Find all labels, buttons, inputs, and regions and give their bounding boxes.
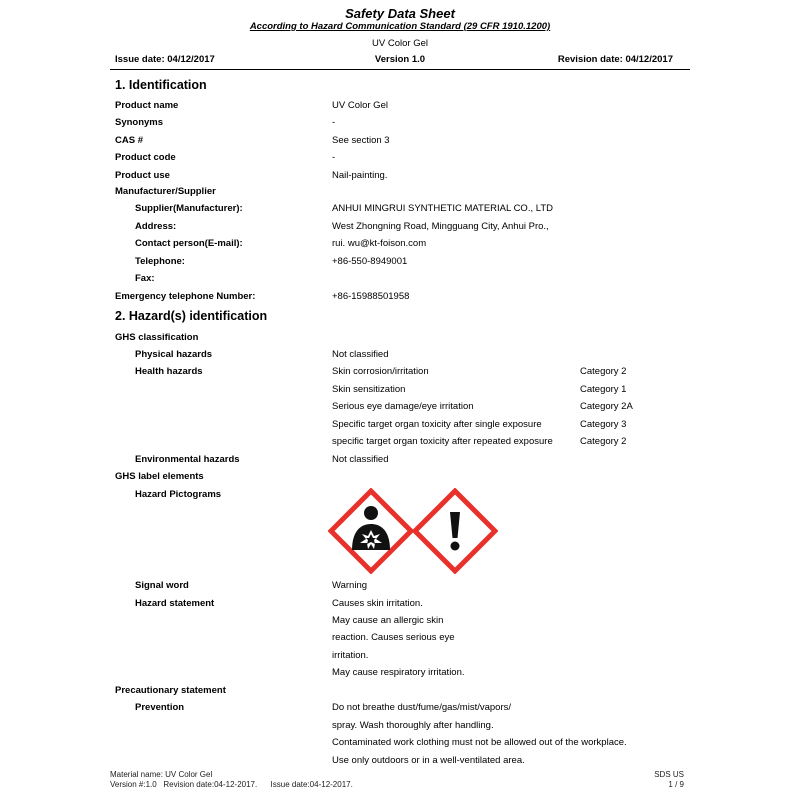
prevention-line: Do not breathe dust/fume/gas/mist/vapors/ (332, 702, 512, 713)
ghs-label-elements-label: GHS label elements (115, 471, 204, 482)
health-hazard-category: Category 2A (580, 401, 633, 412)
hazard-statement-line: irritation. (332, 650, 369, 661)
physical-hazards-label: Physical hazards (135, 349, 213, 360)
exclamation-mark-pictogram-icon (415, 491, 495, 571)
footer-material-name: Material name: UV Color Gel (110, 770, 213, 779)
issue-date: Issue date: 04/12/2017 (115, 54, 215, 65)
product-code-label: Product code (115, 152, 176, 163)
contact-value: rui. wu@kt-foison.com (332, 238, 427, 249)
synonyms-value: - (332, 117, 336, 128)
telephone-value: +86-550-8949001 (332, 256, 408, 267)
section-1-title: 1. Identification (115, 78, 207, 92)
supplier-value: ANHUI MINGRUI SYNTHETIC MATERIAL CO., LTD (332, 203, 553, 214)
hazard-statement-line: reaction. Causes serious eye (332, 632, 455, 643)
telephone-label: Telephone: (135, 256, 185, 267)
revision-date: Revision date: 04/12/2017 (557, 54, 673, 65)
ghs-classification-label: GHS classification (115, 332, 199, 343)
supplier-label: Supplier(Manufacturer): (135, 203, 243, 214)
product-use-value: Nail-painting. (332, 170, 388, 181)
prevention-label: Prevention (135, 702, 185, 713)
health-hazard-item: Specific target organ toxicity after single exposure (332, 419, 542, 430)
emergency-value: +86-15988501958 (332, 291, 410, 302)
product-name-label: Product name (115, 100, 179, 111)
health-hazards-label: Health hazards (135, 366, 203, 377)
signal-word-label: Signal word (135, 580, 189, 591)
product-name-value: UV Color Gel (332, 100, 388, 111)
health-hazard-category: Category 2 (580, 436, 627, 447)
prevention-line: Use only outdoors or in a well-ventilated area. (332, 755, 525, 766)
signal-word-value: Warning (332, 580, 368, 591)
synonyms-label: Synonyms (115, 117, 164, 128)
environmental-hazards-label: Environmental hazards (135, 454, 240, 465)
contact-label: Contact person(E-mail): (135, 238, 243, 249)
header-product-name: UV Color Gel (372, 38, 428, 49)
hazard-pictograms (328, 488, 498, 574)
prevention-line: Contaminated work clothing must not be allowed out of the workplace. (332, 737, 627, 748)
health-hazard-pictogram-icon (331, 491, 411, 571)
health-hazard-item: Serious eye damage/eye irritation (332, 401, 474, 412)
health-hazard-item: Skin sensitization (332, 384, 406, 395)
health-hazard-category: Category 2 (580, 366, 627, 377)
emergency-label: Emergency telephone Number: (115, 291, 256, 302)
cas-value: See section 3 (332, 135, 390, 146)
header-divider (110, 69, 690, 70)
prevention-line: spray. Wash thoroughly after handling. (332, 720, 494, 731)
precautionary-statement-label: Precautionary statement (115, 685, 226, 696)
footer-version-line: Version #:1.0 Revision date:04-12-2017. Issue date:04-12-2017. (110, 780, 353, 789)
address-value: West Zhongning Road, Mingguang City, Anhui Pro., (332, 221, 549, 232)
hazard-statement-line: Causes skin irritation. (332, 598, 423, 609)
address-label: Address: (135, 221, 177, 232)
footer-sds: SDS US (654, 770, 684, 779)
document-title: Safety Data Sheet (345, 6, 455, 21)
fax-label: Fax: (135, 273, 155, 284)
health-hazard-item: specific target organ toxicity after repeated exposure (332, 436, 553, 447)
health-hazard-category: Category 1 (580, 384, 627, 395)
version: Version 1.0 (374, 54, 426, 65)
health-hazard-category: Category 3 (580, 419, 627, 430)
hazard-pictograms-label: Hazard Pictograms (135, 489, 222, 500)
environmental-hazards-value: Not classified (332, 454, 389, 465)
physical-hazards-value: Not classified (332, 349, 389, 360)
product-code-value: - (332, 152, 336, 163)
cas-label: CAS # (115, 135, 143, 146)
health-hazard-item: Skin corrosion/irritation (332, 366, 429, 377)
hazard-statement-line: May cause an allergic skin (332, 615, 444, 626)
document-subtitle: According to Hazard Communication Standard (29 CFR 1910.1200) (249, 21, 551, 32)
hazard-statement-line: May cause respiratory irritation. (332, 667, 465, 678)
section-2-title: 2. Hazard(s) identification (115, 309, 268, 323)
manufacturer-label: Manufacturer/Supplier (115, 186, 216, 197)
product-use-label: Product use (115, 170, 170, 181)
footer-page-number: 1 / 9 (668, 780, 684, 789)
hazard-statement-label: Hazard statement (135, 598, 215, 609)
